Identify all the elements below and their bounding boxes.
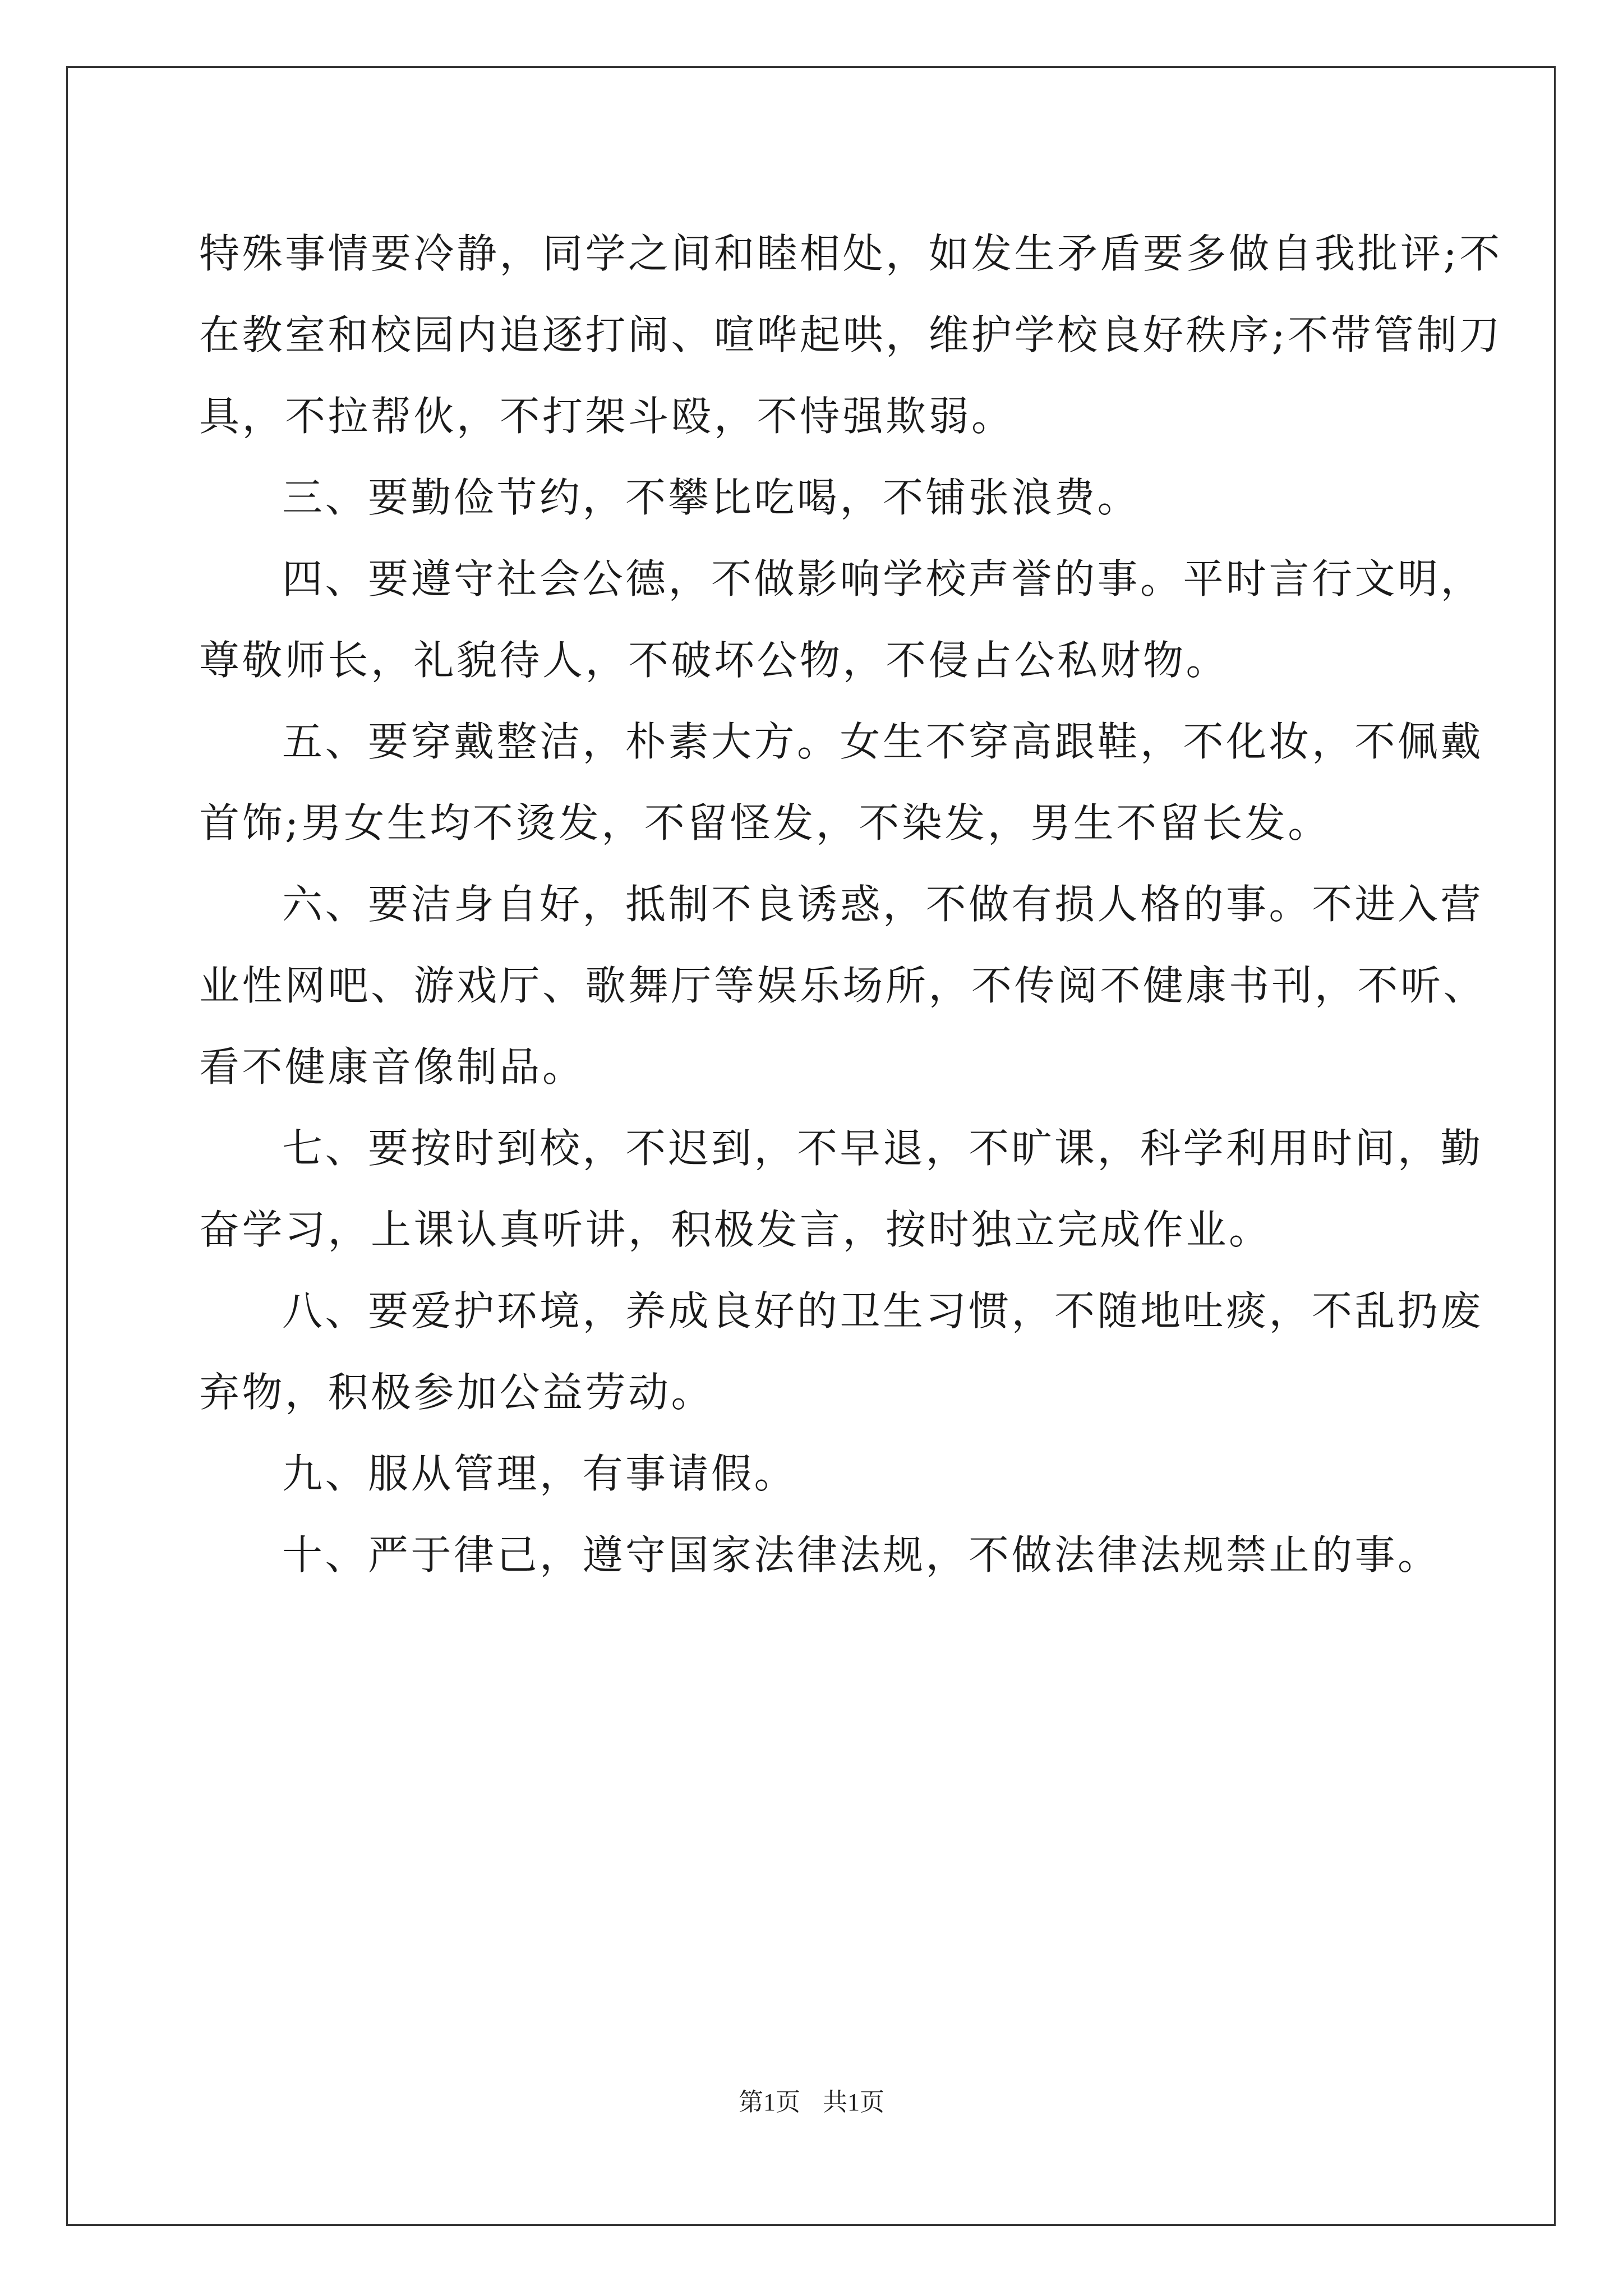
paragraph-rule-7 <box>199 1108 1484 1271</box>
text-line: 五、要穿戴整洁，朴素大方。女生不穿高跟鞋，不化妆，不佩戴 <box>282 718 1484 765</box>
page-total: 共1页 <box>823 2088 884 2116</box>
text-line: 弃物，积极参加公益劳动。 <box>199 1369 714 1416</box>
paragraph <box>199 213 1502 457</box>
text-line: 在教室和校园内追逐打闹、喧哗起哄，维护学校良好秩序;不带管制刀 <box>199 311 1502 358</box>
text-line: 特殊事情要冷静，同学之间和睦相处，如发生矛盾要多做自我批评;不 <box>199 230 1502 277</box>
text-line: 尊敬师长，礼貌待人，不破坏公物，不侵占公私财物。 <box>199 637 1229 684</box>
paragraph-rule-6 <box>199 864 1487 1108</box>
text-line: 八、要爱护环境，养成良好的卫生习惯，不随地吐痰，不乱扔废 <box>282 1287 1484 1335</box>
paragraph-rule-3 <box>199 457 1427 539</box>
text-line: 十、严于律己，遵守国家法律法规，不做法律法规禁止的事。 <box>282 1531 1441 1579</box>
text-line: 九、服从管理，有事请假。 <box>282 1450 797 1497</box>
page-number: 第1页 <box>739 2088 800 2116</box>
text-line: 三、要勤俭节约，不攀比吃喝，不铺张浪费。 <box>282 474 1141 521</box>
paragraph-rule-8 <box>199 1271 1484 1433</box>
paragraph-rule-5 <box>199 701 1484 864</box>
paragraph-rule-10 <box>199 1515 1441 1596</box>
text-line: 业性网吧、游戏厅、歌舞厅等娱乐场所，不传阅不健康书刊，不听、 <box>199 962 1487 1009</box>
text-line: 看不健康音像制品。 <box>199 1043 585 1091</box>
document-body <box>199 213 1502 1596</box>
paragraph-rule-4 <box>199 539 1484 701</box>
text-line: 具，不拉帮伙，不打架斗殴，不恃强欺弱。 <box>199 393 1015 440</box>
page-footer <box>0 2086 1623 2119</box>
paragraph-rule-9 <box>199 1433 1427 1515</box>
text-line: 奋学习，上课认真听讲，积极发言，按时独立完成作业。 <box>199 1206 1272 1253</box>
text-line: 四、要遵守社会公德，不做影响学校声誉的事。平时言行文明， <box>282 555 1484 602</box>
text-line: 七、要按时到校，不迟到，不早退，不旷课，科学利用时间，勤 <box>282 1125 1484 1172</box>
text-line: 六、要洁身自好，抵制不良诱惑，不做有损人格的事。不进入营 <box>282 881 1484 928</box>
text-line: 首饰;男女生均不烫发，不留怪发，不染发，男生不留长发。 <box>199 799 1331 846</box>
